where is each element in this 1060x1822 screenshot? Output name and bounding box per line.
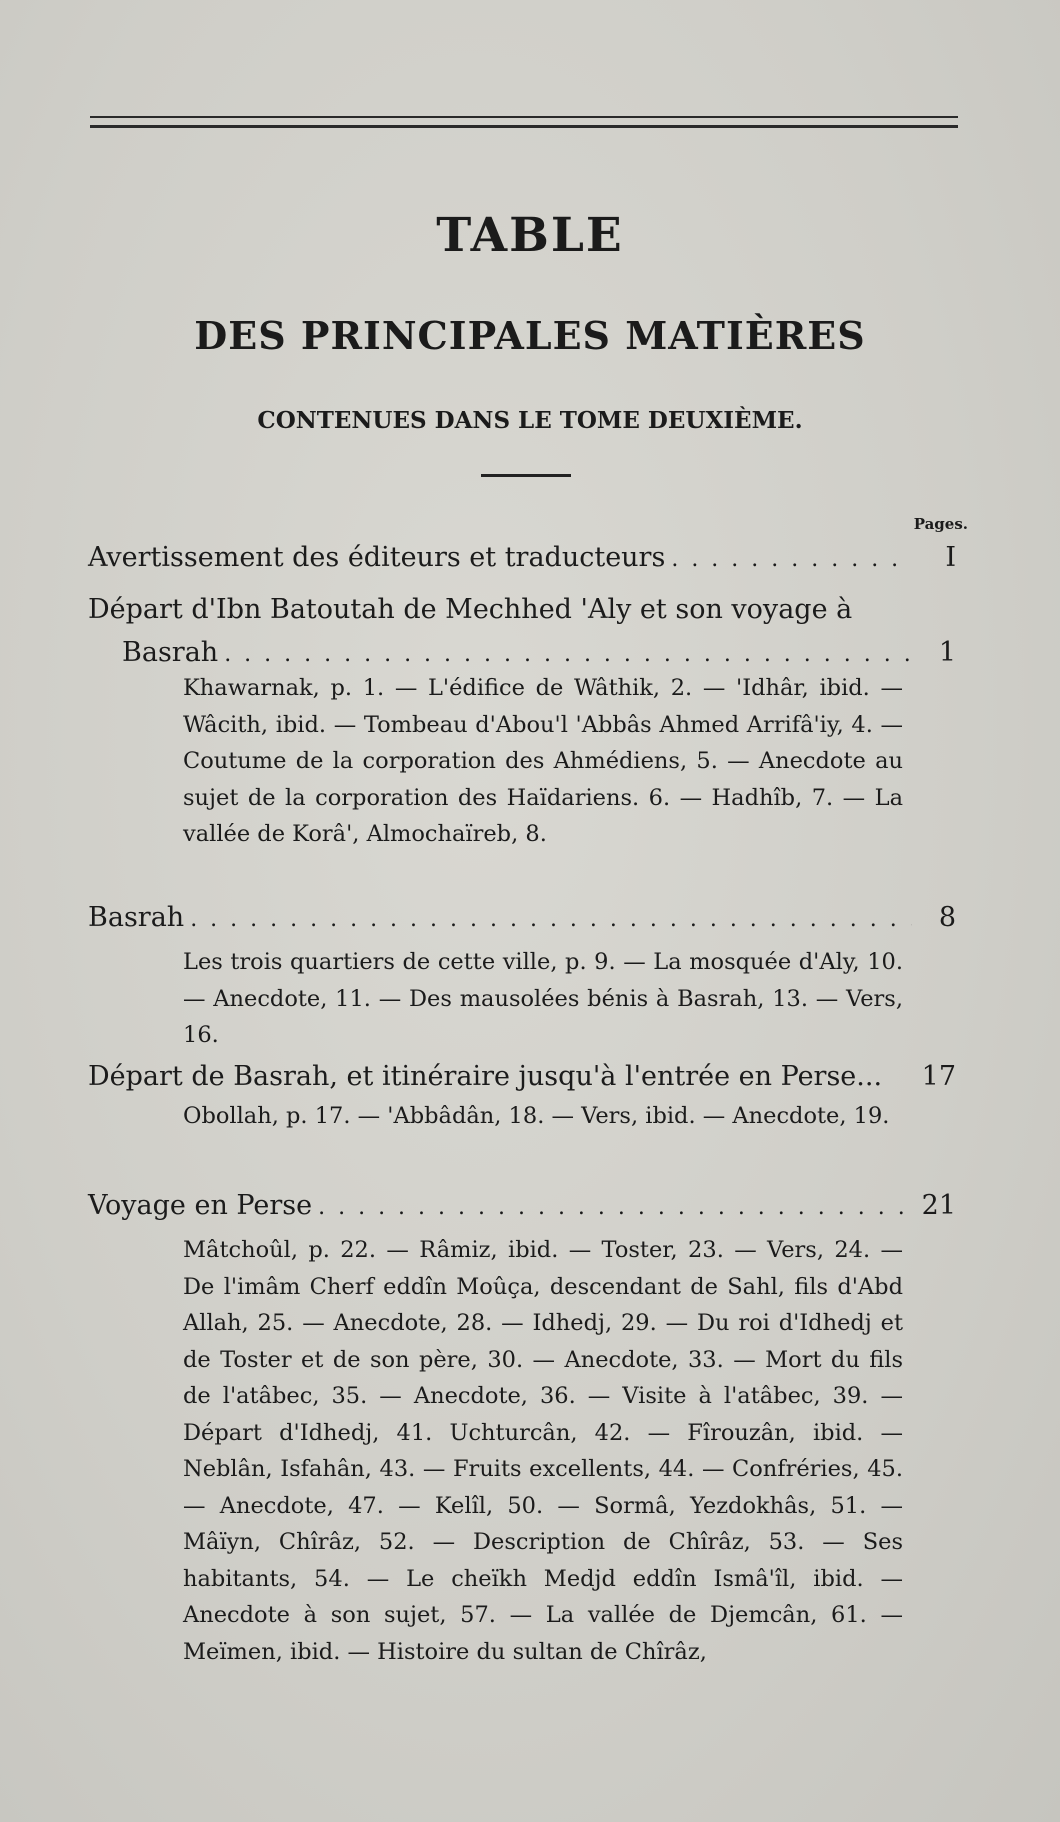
toc-entry-depart-basrah xyxy=(88,1055,956,1098)
entry-details: Les trois quartiers de cette ville, p. 9. — La mosquée d'Aly, 10. — Anecdote, 11. — Des mausolées bénis à Basrah, 13. — Vers, 16. xyxy=(183,949,903,1048)
toc-entry-avertissement xyxy=(88,536,956,581)
top-double-rule xyxy=(90,116,958,128)
entry-title: Basrah xyxy=(122,637,219,668)
toc-entry-depart-mechhed xyxy=(88,588,956,676)
entry-title: Basrah xyxy=(88,902,185,933)
entry-details: Mâtchoûl, p. 22. — Râmiz, ibid. — Toster, 23. — Vers, 24. — De l'imâm Cherf eddîn Moûça, descendant de Sahl, fils d'Abd Allah, 25. — Anecdote, 28. — Idhedj, 29. — Du roi d'Idhedj et de Toster et de son père, 30. — Anecdote, 33. — Mort du fils de l'atâbec, 35. — Anecdote, 36. — Visite à l'atâbec, 39. — Départ d'Idhedj, 41. Uchturcân, 42. — Fîrouzân, ibid. — Neblân, Isfahân, 43. — Fruits excellents, 44. — Confréries, 45. — Anecdote, 47. — Kelîl, 50. — Sormâ, Yezdokhâs, 51. — Mâïyn, Chîrâz, 52. — Description de Chîrâz, 53. — Ses habitants, 54. — Le cheïkh Medjd eddîn Ismâ'îl, ibid. — Anecdote à son sujet, 57. — La vallée de Djemcân, 61. — Meïmen, ibid. — Histoire du sultan de Chîrâz, xyxy=(183,1237,903,1665)
toc-entry-basrah xyxy=(88,896,956,941)
leader-dots xyxy=(318,1186,912,1229)
entry-title: Avertissement des éditeurs et traducteurs xyxy=(88,542,666,573)
leader-dots xyxy=(190,898,912,941)
entry-title: Départ de Basrah, et itinéraire jusqu'à l'entrée en Perse... xyxy=(88,1061,883,1092)
pages-column-label: Pages. xyxy=(913,515,968,533)
entry-details: Khawarnak, p. 1. — L'édifice de Wâthik, 2. — 'Idhâr, ibid. — Wâcith, ibid. — Tombeau d'Abou'l 'Abbâs Ahmed Arrifâ'iy, 4. — Coutume de la corporation des Ahmédiens, 5. — Anecdote au sujet de la corporation des Haïdariens. 6. — Hadhîb, 7. — La vallée de Korâ', Almochaïreb, 8. xyxy=(183,675,903,847)
entry-page: 1 xyxy=(938,637,956,668)
page-subtitle: DES PRINCIPALES MATIÈRES xyxy=(194,313,866,358)
entry-page: I xyxy=(945,542,956,573)
page-subsubtitle: CONTENUES DANS LE TOME DEUXIÈME. xyxy=(257,407,803,434)
leader-dots xyxy=(671,538,912,581)
page-title: TABLE xyxy=(436,208,624,263)
entry-page: 8 xyxy=(938,902,956,933)
entry-page: 21 xyxy=(921,1190,956,1221)
entry-page: 17 xyxy=(921,1061,956,1092)
entry-title-line1: Départ d'Ibn Batoutah de Mechhed 'Aly et son voyage à xyxy=(88,594,853,625)
entry-title: Voyage en Perse xyxy=(88,1190,313,1221)
separator-rule xyxy=(481,474,571,477)
entry-details: Obollah, p. 17. — 'Abbâdân, 18. — Vers, ibid. — Anecdote, 19. xyxy=(183,1103,890,1129)
toc-entry-voyage-perse xyxy=(88,1184,956,1229)
